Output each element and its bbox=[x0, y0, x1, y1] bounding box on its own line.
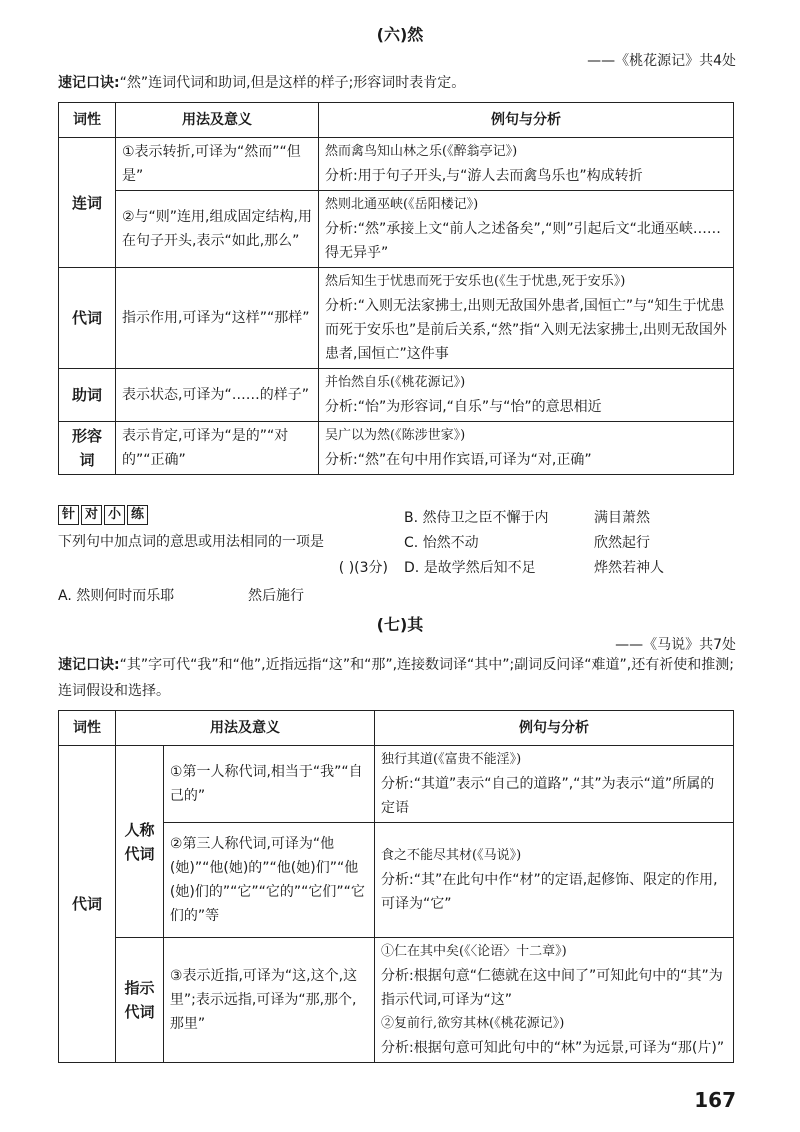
example-sentence: 然后知生于忧患而死于安乐也(《生于忧患,死于安乐》) bbox=[325, 274, 626, 289]
option-label: D. bbox=[404, 560, 420, 576]
option-left: 怡然不动 bbox=[422, 535, 479, 551]
example-sentence: 食之不能尽其材(《马说》) bbox=[381, 848, 522, 863]
practice-question: 下列句中加点词的意思或用法相同的一项是 bbox=[58, 534, 324, 550]
table-row bbox=[59, 938, 734, 1063]
option-right: 烨然若神人 bbox=[594, 560, 664, 576]
mnemonic-label: 速记口诀: bbox=[58, 657, 120, 673]
option-right: 欣然起行 bbox=[594, 535, 650, 551]
example-sentence: 并怡然自乐(《桃花源记》) bbox=[325, 375, 466, 390]
mnemonic-text: “然”连词代词和助词,但是这样的样子;形容词时表肯定。 bbox=[119, 75, 466, 91]
example-cell bbox=[375, 746, 734, 823]
option-c[interactable] bbox=[404, 532, 734, 552]
header-pos: 词性 bbox=[59, 103, 116, 138]
table-row bbox=[59, 268, 734, 369]
example-sentence: ②复前行,欲穷其林(《桃花源记》) bbox=[381, 1016, 565, 1031]
example-analysis: 分析:“然”在句中用作宾语,可译为“对,正确” bbox=[325, 452, 592, 468]
example-sentence: 然则北通巫峡(《岳阳楼记》) bbox=[325, 197, 479, 212]
option-left: 然侍卫之臣不懈于内 bbox=[422, 510, 549, 526]
example-cell bbox=[319, 369, 734, 422]
usage-cell: ①表示转折,可译为“然而”“但是” bbox=[116, 138, 319, 191]
practice-score: ( )(3分) bbox=[338, 560, 388, 576]
option-label: A. bbox=[58, 588, 72, 604]
usage-cell: 指示作用,可译为“这样”“那样” bbox=[116, 268, 319, 369]
example-cell bbox=[375, 823, 734, 938]
example-cell bbox=[319, 422, 734, 475]
example-sentence: 然而禽鸟知山林之乐(《醉翁亭记》) bbox=[325, 144, 518, 159]
practice-tag-char: 对 bbox=[81, 505, 102, 525]
pos-cell: 连词 bbox=[59, 138, 116, 268]
sub-pos-cell: 人称代词 bbox=[116, 746, 164, 938]
pos-cell: 形容词 bbox=[59, 422, 116, 475]
practice-tag-char: 练 bbox=[127, 505, 148, 525]
section6-table bbox=[58, 102, 734, 475]
option-right: 然后施行 bbox=[248, 588, 304, 604]
page-number: 167 bbox=[694, 1088, 736, 1112]
mnemonic-label: 速记口诀: bbox=[58, 75, 120, 91]
header-usage: 用法及意义 bbox=[116, 103, 319, 138]
option-left: 然则何时而乐耶 bbox=[76, 588, 175, 604]
sub-pos-cell: 指示代词 bbox=[116, 938, 164, 1063]
table-row bbox=[59, 369, 734, 422]
usage-cell: ②第三人称代词,可译为“他(她)”“他(她)的”“他(她)们”“他(她)们的”“它”“它的”“它们”“它们的”等 bbox=[163, 823, 374, 938]
example-cell bbox=[319, 138, 734, 191]
section7-source: ——《马说》共7处 bbox=[615, 637, 736, 653]
option-d[interactable] bbox=[404, 557, 734, 577]
option-right: 满目萧然 bbox=[594, 510, 650, 526]
table-header-row bbox=[59, 711, 734, 746]
example-cell bbox=[319, 268, 734, 369]
example-analysis: 分析:“其道”表示“自己的道路”,“其”为表示“道”所属的定语 bbox=[381, 776, 715, 816]
header-pos: 词性 bbox=[59, 711, 116, 746]
example-analysis: 分析:用于句子开头,与“游人去而禽鸟乐也”构成转折 bbox=[325, 168, 643, 184]
option-left: 是故学然后知不足 bbox=[423, 560, 536, 576]
practice-tag-char: 小 bbox=[104, 505, 125, 525]
usage-cell: ①第一人称代词,相当于“我”“自己的” bbox=[163, 746, 374, 823]
example-sentence: ①仁在其中矣(《〈论语〉十二章》) bbox=[381, 944, 567, 959]
example-analysis: 分析:“其”在此句中作“材”的定语,起修饰、限定的作用,可译为“它” bbox=[381, 872, 718, 912]
example-cell bbox=[319, 191, 734, 268]
table-row bbox=[59, 746, 734, 823]
table-row bbox=[59, 422, 734, 475]
pos-cell: 助词 bbox=[59, 369, 116, 422]
table-row bbox=[59, 138, 734, 191]
example-analysis: 分析:“入则无法家拂士,出则无敌国外患者,国恒亡”与“知生于忧患而死于安乐也”是前后关系,“然”指“入则无法家拂士,出则无敌国外患者,国恒亡”这件事 bbox=[325, 298, 727, 362]
section6-title: (六)然 bbox=[376, 25, 424, 44]
option-label: C. bbox=[404, 535, 419, 551]
pos-cell: 代词 bbox=[59, 268, 116, 369]
example-sentence: 吴广以为然(《陈涉世家》) bbox=[325, 428, 466, 443]
section7-title: (七)其 bbox=[376, 615, 424, 634]
pos-cell: 代词 bbox=[59, 746, 116, 1063]
section6-mnemonic bbox=[58, 70, 738, 96]
header-usage: 用法及意义 bbox=[116, 711, 375, 746]
example-cell bbox=[375, 938, 734, 1063]
usage-cell: ③表示近指,可译为“这,这个,这里”;表示远指,可译为“那,那个,那里” bbox=[163, 938, 374, 1063]
option-a[interactable] bbox=[58, 585, 388, 605]
table-row bbox=[59, 191, 734, 268]
example-analysis: 分析:根据句意“仁德就在这中间了”可知此句中的“其”为指示代词,可译为“这” bbox=[381, 968, 723, 1008]
practice-tag-char: 针 bbox=[58, 505, 79, 525]
header-example: 例句与分析 bbox=[319, 103, 734, 138]
usage-cell: 表示状态,可译为“……的样子” bbox=[116, 369, 319, 422]
option-b[interactable] bbox=[404, 507, 734, 527]
practice-block bbox=[58, 505, 388, 577]
usage-cell: ②与“则”连用,组成固定结构,用在句子开头,表示“如此,那么” bbox=[116, 191, 319, 268]
example-analysis: 分析:“怡”为形容词,“自乐”与“怡”的意思相近 bbox=[325, 399, 602, 415]
example-analysis: 分析:根据句意可知此句中的“林”为远景,可译为“那(片)” bbox=[381, 1040, 725, 1056]
usage-cell: 表示肯定,可译为“是的”“对的”“正确” bbox=[116, 422, 319, 475]
example-analysis: 分析:“然”承接上文“前人之述备矣”,“则”引起后文“北通巫峡……得无异乎” bbox=[325, 221, 721, 261]
practice-tag bbox=[58, 505, 388, 525]
option-label: B. bbox=[404, 510, 419, 526]
header-example: 例句与分析 bbox=[375, 711, 734, 746]
table-header-row bbox=[59, 103, 734, 138]
section7-mnemonic bbox=[58, 652, 738, 704]
section6-source: ——《桃花源记》共4处 bbox=[587, 53, 736, 69]
example-sentence: 独行其道(《富贵不能淫》) bbox=[381, 752, 522, 767]
mnemonic-text: “其”字可代“我”和“他”,近指远指“这”和“那”,连接数词译“其中”;副词反问译“难道”,还有祈使和推测;连词假设和选择。 bbox=[58, 657, 734, 699]
section7-table bbox=[58, 710, 734, 1063]
